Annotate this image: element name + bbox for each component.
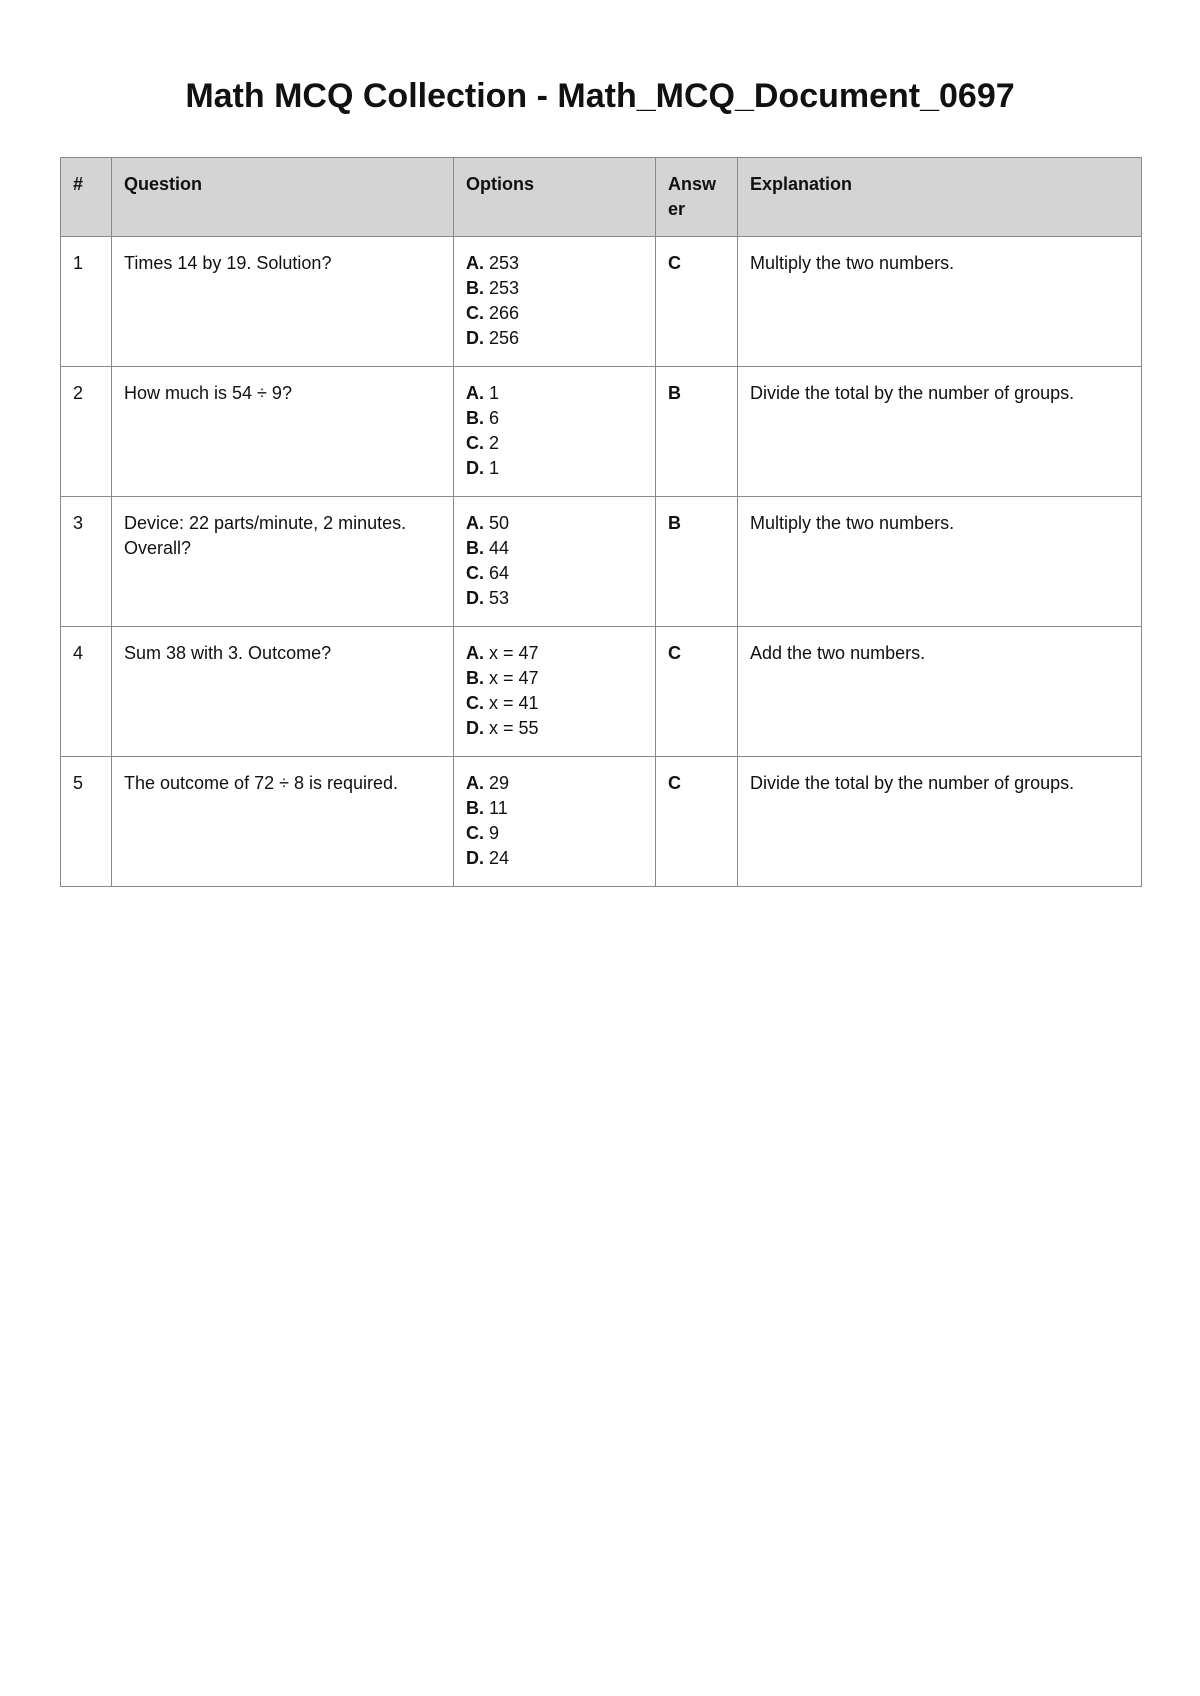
option-letter: B. [466, 538, 484, 558]
option-b [466, 406, 643, 431]
header-number: # [61, 158, 112, 237]
options-cell [454, 757, 656, 887]
option-value: 9 [489, 823, 500, 843]
option-a [466, 641, 643, 666]
question-text: Sum 38 with 3. Outcome? [112, 627, 454, 757]
option-value: 29 [489, 773, 510, 793]
option-value: 6 [489, 408, 500, 428]
option-value: 50 [489, 513, 510, 533]
question-text: Device: 22 parts/minute, 2 minutes. Overall? [112, 497, 454, 627]
option-d [466, 716, 643, 741]
options-cell [454, 237, 656, 367]
option-a [466, 251, 643, 276]
option-value: 64 [489, 563, 510, 583]
option-value: x = 41 [489, 693, 539, 713]
option-letter: D. [466, 588, 484, 608]
answer-cell: B [656, 497, 738, 627]
option-c [466, 691, 643, 716]
option-letter: C. [466, 433, 484, 453]
option-b [466, 276, 643, 301]
table-row [61, 627, 1142, 757]
header-answer: Answ er [656, 158, 738, 237]
option-letter: C. [466, 693, 484, 713]
option-letter: A. [466, 773, 484, 793]
option-letter: A. [466, 643, 484, 663]
answer-cell: B [656, 367, 738, 497]
option-letter: C. [466, 303, 484, 323]
option-letter: D. [466, 328, 484, 348]
option-value: 1 [489, 458, 500, 478]
question-text: Times 14 by 19. Solution? [112, 237, 454, 367]
row-number: 5 [61, 757, 112, 887]
options-cell [454, 627, 656, 757]
option-value: 266 [489, 303, 520, 323]
option-b [466, 666, 643, 691]
option-letter: C. [466, 563, 484, 583]
table-header-row [61, 158, 1142, 237]
option-d [466, 586, 643, 611]
option-value: x = 55 [489, 718, 539, 738]
table-row [61, 757, 1142, 887]
table-row [61, 237, 1142, 367]
option-b [466, 536, 643, 561]
document-title: Math MCQ Collection - Math_MCQ_Document_0697 [185, 77, 1015, 115]
option-c [466, 431, 643, 456]
header-explanation: Explanation [738, 158, 1142, 237]
option-value: 44 [489, 538, 510, 558]
option-d [466, 456, 643, 481]
mcq-table [60, 157, 1142, 887]
row-number: 1 [61, 237, 112, 367]
answer-cell: C [656, 757, 738, 887]
option-letter: B. [466, 408, 484, 428]
option-value: 2 [489, 433, 500, 453]
option-d [466, 326, 643, 351]
option-value: 253 [489, 253, 520, 273]
table-row [61, 497, 1142, 627]
explanation-text: Multiply the two numbers. [738, 497, 1142, 627]
option-value: 11 [489, 798, 508, 818]
option-letter: C. [466, 823, 484, 843]
row-number: 2 [61, 367, 112, 497]
option-letter: A. [466, 383, 484, 403]
explanation-text: Divide the total by the number of groups. [738, 367, 1142, 497]
answer-cell: C [656, 627, 738, 757]
row-number: 4 [61, 627, 112, 757]
options-cell [454, 497, 656, 627]
question-text: How much is 54 ÷ 9? [112, 367, 454, 497]
option-a [466, 511, 643, 536]
option-letter: A. [466, 253, 484, 273]
option-c [466, 301, 643, 326]
option-value: x = 47 [489, 668, 539, 688]
option-letter: D. [466, 718, 484, 738]
row-number: 3 [61, 497, 112, 627]
option-a [466, 771, 643, 796]
option-letter: B. [466, 668, 484, 688]
answer-cell: C [656, 237, 738, 367]
option-value: 253 [489, 278, 520, 298]
option-value: 24 [489, 848, 510, 868]
explanation-text: Divide the total by the number of groups. [738, 757, 1142, 887]
option-letter: D. [466, 458, 484, 478]
option-value: 256 [489, 328, 520, 348]
option-value: x = 47 [489, 643, 539, 663]
option-letter: A. [466, 513, 484, 533]
option-b [466, 796, 643, 821]
question-text: The outcome of 72 ÷ 8 is required. [112, 757, 454, 887]
option-letter: B. [466, 278, 484, 298]
option-a [466, 381, 643, 406]
header-options: Options [454, 158, 656, 237]
header-question: Question [112, 158, 454, 237]
option-letter: B. [466, 798, 484, 818]
option-value: 53 [489, 588, 510, 608]
explanation-text: Add the two numbers. [738, 627, 1142, 757]
option-c [466, 821, 643, 846]
options-cell [454, 367, 656, 497]
option-value: 1 [489, 383, 500, 403]
explanation-text: Multiply the two numbers. [738, 237, 1142, 367]
option-letter: D. [466, 848, 484, 868]
option-d [466, 846, 643, 871]
table-row [61, 367, 1142, 497]
option-c [466, 561, 643, 586]
